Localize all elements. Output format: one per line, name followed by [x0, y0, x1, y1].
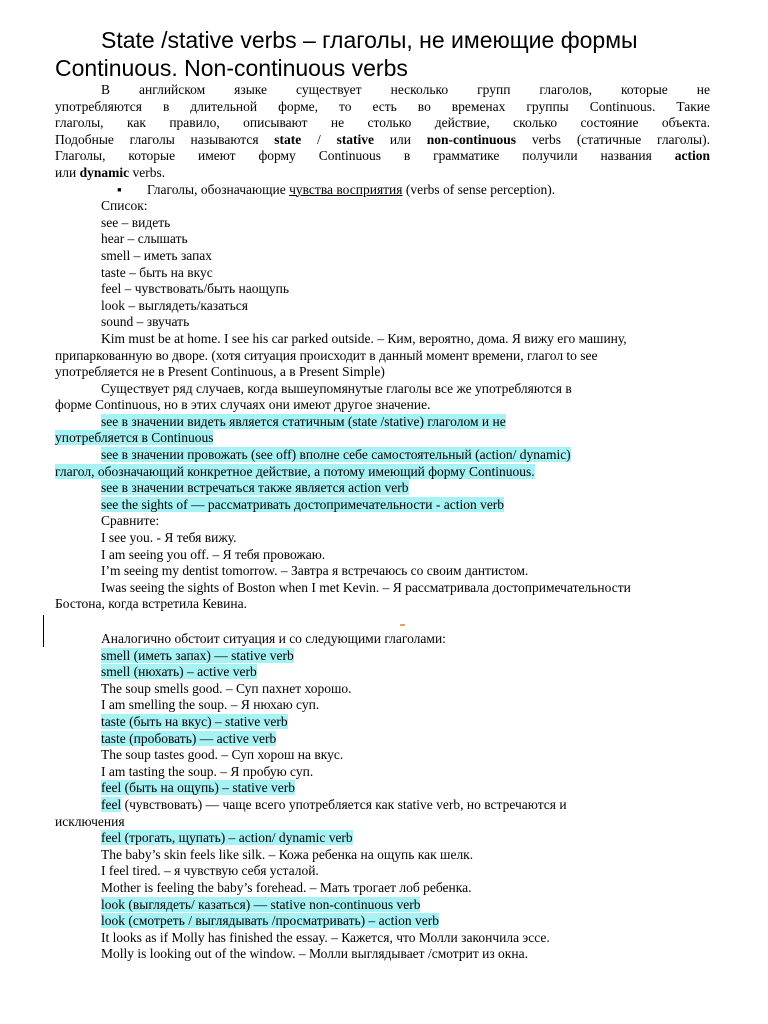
highlighted-term: smell — [101, 664, 131, 680]
list-item: hear – слышать — [101, 231, 188, 247]
bullet-item — [55, 182, 710, 199]
highlighted-text: the sights of — рассматривать достопримечательности - action verb — [118, 496, 505, 512]
example-line: I am tasting the soup. – Я пробую суп. — [101, 763, 314, 779]
highlighted-term: feel — [101, 830, 122, 846]
example-line: употребляется не в Present Continuous, а в Present Simple) — [55, 364, 385, 380]
text-run: Глаголы, обозначающие — [147, 181, 290, 197]
bold-term: state — [274, 131, 302, 147]
text-run: Подобные глаголы называются — [55, 131, 275, 147]
title-line-1: State /stative verbs – глаголы, не имеющие формы — [101, 27, 638, 53]
paragraph-line: Аналогично обстоит ситуация и со следующими глаголами: — [101, 631, 446, 646]
highlighted-text: (быть на ощупь) – stative verb — [121, 780, 295, 796]
highlighted-line — [55, 913, 710, 930]
highlighted-term: see — [101, 447, 119, 463]
title-line-2: Continuous. Non-continuous verbs — [55, 55, 408, 81]
document-title — [55, 26, 720, 82]
highlighted-term: look — [101, 913, 126, 929]
highlighted-text: (пробовать) — active verb — [125, 730, 277, 746]
example-line: The soup tastes good. – Суп хорош на вкус. — [101, 747, 344, 763]
highlighted-term: smell — [101, 647, 131, 663]
paragraph-line: исключения — [55, 813, 125, 829]
highlighted-term: see — [101, 480, 119, 496]
example-line: I’m seeing my dentist tomorrow. – Завтра я встречаюсь со своим дантистом. — [101, 563, 529, 579]
text-run: verbs (статичные глаголы). — [516, 131, 710, 147]
highlighted-line — [55, 780, 710, 797]
text-cursor — [43, 615, 44, 647]
highlighted-term: see — [101, 496, 119, 512]
text-run: (чувствовать) — чаще всего употребляется как stative verb, но встречаются и — [121, 796, 567, 812]
intro-line: В английском языке существует несколько групп глаголов, которые не — [101, 82, 710, 97]
compare-label: Сравните: — [101, 513, 160, 529]
intro-line — [55, 148, 710, 165]
bold-term: action — [674, 148, 710, 164]
example-line: I see you. - Я тебя вижу. — [101, 530, 237, 546]
list-item: look – выглядеть/казаться — [101, 297, 248, 313]
highlighted-line — [55, 648, 710, 665]
intro-line: употребляются в длительной форме, то есть во временах группы Continuous. Такие — [55, 98, 710, 114]
example-line: Kim must be at home. I see his car parked outside. – Ким, вероятно, дома. Я вижу его машину, — [101, 330, 627, 346]
highlighted-term: see — [101, 413, 119, 429]
highlighted-term: feel — [101, 796, 122, 812]
underlined-text: чувства восприятия — [289, 181, 403, 197]
highlighted-line — [55, 714, 710, 731]
highlighted-text: (смотреть / выглядывать /просматривать) – action verb — [125, 913, 439, 929]
example-line: Бостона, когда встретила Кевина. — [55, 596, 247, 612]
highlighted-line — [55, 731, 710, 748]
highlighted-text: в значении видеть является статичным (state /stative) глаголом и не — [118, 413, 506, 429]
text-run: или — [55, 164, 80, 180]
highlighted-text: в значении провожать (see off) вполне себе самостоятельный (action/ dynamic) — [118, 447, 571, 463]
paragraph-line: форме Continuous, но в этих случаях они имеют другое значение. — [55, 397, 431, 413]
list-item: see – видеть — [101, 214, 171, 230]
highlighted-text: употребляется в Continuous — [55, 430, 214, 446]
text-run: Глаголы, которые имеют форму Continuous в грамматике получили названия — [55, 148, 675, 164]
highlighted-line — [55, 664, 710, 681]
highlighted-term: taste — [101, 713, 126, 729]
bold-term: stative — [336, 131, 375, 147]
example-line: I feel tired. – я чувствую себя усталой. — [101, 863, 319, 879]
highlighted-line — [55, 797, 710, 814]
intro-line: глаголы, как правило, описывают не столько действие, сколько состояние объекта. — [55, 115, 710, 131]
highlighted-term: feel — [101, 780, 122, 796]
document-body — [55, 82, 710, 963]
example-line: It looks as if Molly has finished the essay. – Кажется, что Молли закончила эссе. — [101, 929, 550, 945]
highlighted-text: (быть на вкус) – stative verb — [125, 713, 288, 729]
example-line: I am seeing you off. – Я тебя провожаю. — [101, 546, 326, 562]
highlighted-term: look — [101, 896, 126, 912]
example-line: Molly is looking out of the window. – Молли выглядывает /смотрит из окна. — [101, 946, 528, 962]
list-item: feel – чувствовать/быть наощупь — [101, 281, 289, 297]
list-item: taste – быть на вкус — [101, 264, 213, 280]
example-line: The soup smells good. – Суп пахнет хорошо. — [101, 680, 352, 696]
highlighted-line — [55, 414, 710, 431]
highlighted-line — [55, 480, 710, 497]
intro-line — [55, 132, 710, 149]
text-run: (verbs of sense perception). — [402, 181, 556, 197]
paragraph-line: Существует ряд случаев, когда вышеупомянутые глаголы все же употребляются в — [101, 380, 572, 396]
text-run: или — [374, 131, 427, 147]
highlighted-text: (трогать, щупать) – action/ dynamic verb — [121, 830, 353, 846]
highlighted-term: taste — [101, 730, 126, 746]
highlighted-text: (иметь запах) — stative verb — [130, 647, 294, 663]
highlighted-text: глагол, обозначающий конкретное действие, а потому имеющий форму Continuous. — [55, 463, 535, 479]
text-run: verbs. — [129, 164, 166, 180]
paragraph-gap — [55, 613, 710, 631]
intro-line — [55, 165, 710, 182]
highlighted-text: (выглядеть/ казаться) — stative non-continuous verb — [125, 896, 421, 912]
bold-term: dynamic — [79, 164, 130, 180]
example-line: Mother is feeling the baby’s forehead. – Мать трогает лоб ребенка. — [101, 879, 472, 895]
text-run: / — [301, 131, 337, 147]
highlighted-line — [55, 830, 710, 847]
highlighted-line — [55, 497, 710, 514]
list-label: Список: — [101, 198, 148, 214]
highlighted-line — [55, 464, 710, 481]
list-item: sound – звучать — [101, 314, 190, 330]
example-line: Iwas seeing the sights of Boston when I met Kevin. – Я рассматривала достопримечательности — [101, 579, 631, 595]
highlighted-line — [55, 430, 710, 447]
highlighted-text: в значении встречаться также является action verb — [118, 480, 409, 496]
bold-term: non-continuous — [426, 131, 517, 147]
list-item: smell – иметь запах — [101, 247, 213, 263]
bullet-icon: ▪ — [117, 181, 122, 197]
example-line: припаркованную во дворе. (хотя ситуация происходит в данный момент времени, глагол to see — [55, 347, 598, 363]
margin-mark — [400, 624, 405, 626]
example-line: The baby’s skin feels like silk. – Кожа ребенка на ощупь как шелк. — [101, 846, 474, 862]
highlighted-text: (нюхать) – active verb — [130, 664, 257, 680]
example-line: I am smelling the soup. – Я нюхаю суп. — [101, 697, 320, 713]
highlighted-line — [55, 897, 710, 914]
highlighted-line — [55, 447, 710, 464]
